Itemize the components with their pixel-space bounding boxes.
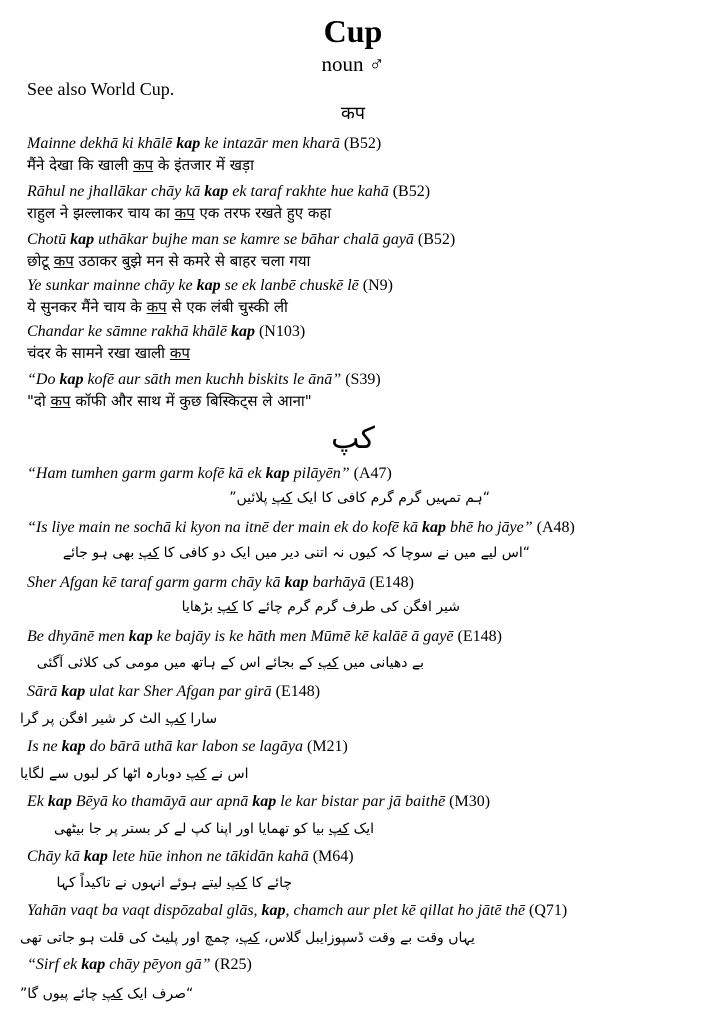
keyword: kap [81,956,106,973]
urdu-example-translit: “Ham tumhen garm garm kofē kā ek kap pilāyēn” (A47) [27,465,392,482]
hindi-example-devanagari: ये सुनकर मैंने चाय के कप से एक लंबी चुस्की ली [27,298,288,316]
headword: Cup [323,13,383,49]
urdu-example-script: “ہم تمہیں گرم گرم کافی کا ایک کپ پلائیں” [229,490,490,506]
keyword: kap [422,519,446,536]
keyword: kap [265,465,290,482]
keyword: kap [230,323,255,340]
keyword: کپ [217,599,238,615]
urdu-example-translit: Is ne kap do bārā uthā kar labon se lagāya (M21) [27,738,348,755]
urdu-example-translit: Be dhyānē men kap ke bajāy is ke hāth men Mūmē kē kalāē ā gayē (E148) [27,628,502,645]
keyword: کپ [165,711,186,727]
hindi-section-heading: कप [340,103,366,124]
hindi-example-devanagari: छोटू कप उठाकर बुझे मन से कमरे से बाहर चला गया [27,252,311,270]
keyword: kap [261,902,286,919]
hindi-example-translit: Ye sunkar mainne chāy ke kap se ek lanbē chuskē lē (N9) [27,277,393,294]
keyword: کپ [318,655,339,671]
keyword: कप [169,344,190,362]
urdu-example-script: شیر افگن کی طرف گرم گرم چائے کا کپ بڑھایا [181,599,460,615]
keyword: kap [61,683,86,700]
keyword: کپ [102,986,123,1002]
urdu-example-script: “صرف ایک کپ چائے پیوں گا” [20,986,194,1002]
keyword: कप [174,204,195,222]
keyword: kap [196,277,221,294]
keyword: kap [83,848,108,865]
hindi-example-devanagari: "दो कप कॉफी और साथ में कुछ बिस्किट्स ले आना" [27,392,312,410]
keyword: kap [61,738,86,755]
hindi-example-devanagari: मैंने देखा कि खाली कप के इंतजार में खड़ा [27,156,254,174]
keyword: kap [59,371,84,388]
urdu-example-translit: “Is liye main ne sochā ki kyon na itnē der main ek do kofē kā kap bhē ho jāye” (A48) [27,519,575,536]
hindi-example-translit: Rāhul ne jhallākar chāy kā kap ek taraf rakhte hue kahā (B52) [27,183,431,200]
urdu-example-translit: Sher Afgan kē taraf garm garm chāy kā kap barhāyā (E148) [27,574,414,591]
keyword: kap [47,793,72,810]
hindi-example-devanagari: चंदर के सामने रखा खाली कप [27,344,190,362]
urdu-example-script: سارا کپ الٹ کر شیر افگن پر گرا [20,711,218,727]
urdu-example-translit: Ek kap Bēyā ko thamāyā aur apnā kap le kar bistar par jā baithē (M30) [27,793,491,810]
urdu-example-script: ایک کپ بیا کو تھمایا اور اپنا کپ لے کر بستر پر جا بیٹھی [53,821,374,837]
urdu-section-heading: کپ [331,421,375,456]
keyword: kap [284,574,309,591]
keyword: کپ [239,930,260,946]
hindi-example-translit: Mainne dekhā ki khālē kap ke intazār men kharā (B52) [27,135,382,152]
see-also-note: See also World Cup. [27,79,175,99]
urdu-example-script: “اس لیے میں نے سوچا کہ کیوں نہ اتنی دیر میں ایک دو کافی کا کپ بھی ہو جائے [62,545,530,561]
keyword: kap [176,135,201,152]
keyword: kap [128,628,153,645]
part-of-speech: noun ♂ [321,52,385,76]
keyword: kap [252,793,277,810]
keyword: कप [133,156,154,174]
hindi-example-devanagari: राहुल ने झल्लाकर चाय का कप एक तरफ रखते हुए कहा [27,204,332,222]
urdu-example-translit: Sārā kap ulat kar Sher Afgan par girā (E148) [27,683,321,700]
keyword: कप [50,392,71,410]
urdu-example-script: اس نے کپ دوبارہ اٹھا کر لبوں سے لگایا [20,766,249,782]
keyword: کپ [271,490,293,506]
hindi-example-translit: “Do kap kofē aur sāth men kuchh biskits le ānā” (S39) [27,371,381,388]
urdu-example-script: بے دھیانی میں کپ کے بجائے اس کے ہاتھ میں مومی کی کلائی آگئی [36,655,424,671]
hindi-example-translit: Chandar ke sāmne rakhā khālē kap (N103) [27,323,306,340]
hindi-example-translit: Chotū kap uthākar bujhe man se kamre se bāhar chalā gayā (B52) [27,231,456,248]
urdu-example-translit: Yahān vaqt ba vaqt dispōzabal glās, kap, chamch aur plet kē qillat ho jātē thē (Q71) [27,902,568,919]
keyword: kap [70,231,95,248]
urdu-example-script: چائے کا کپ لیتے ہوئے انہوں نے تاکیداً کہا [56,875,292,891]
keyword: कप [53,252,74,270]
keyword: kap [204,183,229,200]
keyword: کپ [138,545,160,561]
keyword: कप [146,298,167,316]
urdu-example-translit: Chāy kā kap lete hūe inhon ne tākidān kahā (M64) [27,848,354,865]
keyword: کپ [226,875,248,891]
keyword: کپ [186,766,207,782]
urdu-example-script: یہاں وقت بے وقت ڈسپوزایبل گلاس، کپ، چمچ اور پلیٹ کی قلت ہو جاتی تھی [20,930,475,946]
keyword: کپ [328,821,350,837]
urdu-example-translit: “Sirf ek kap chāy pēyon gā” (R25) [27,956,252,973]
